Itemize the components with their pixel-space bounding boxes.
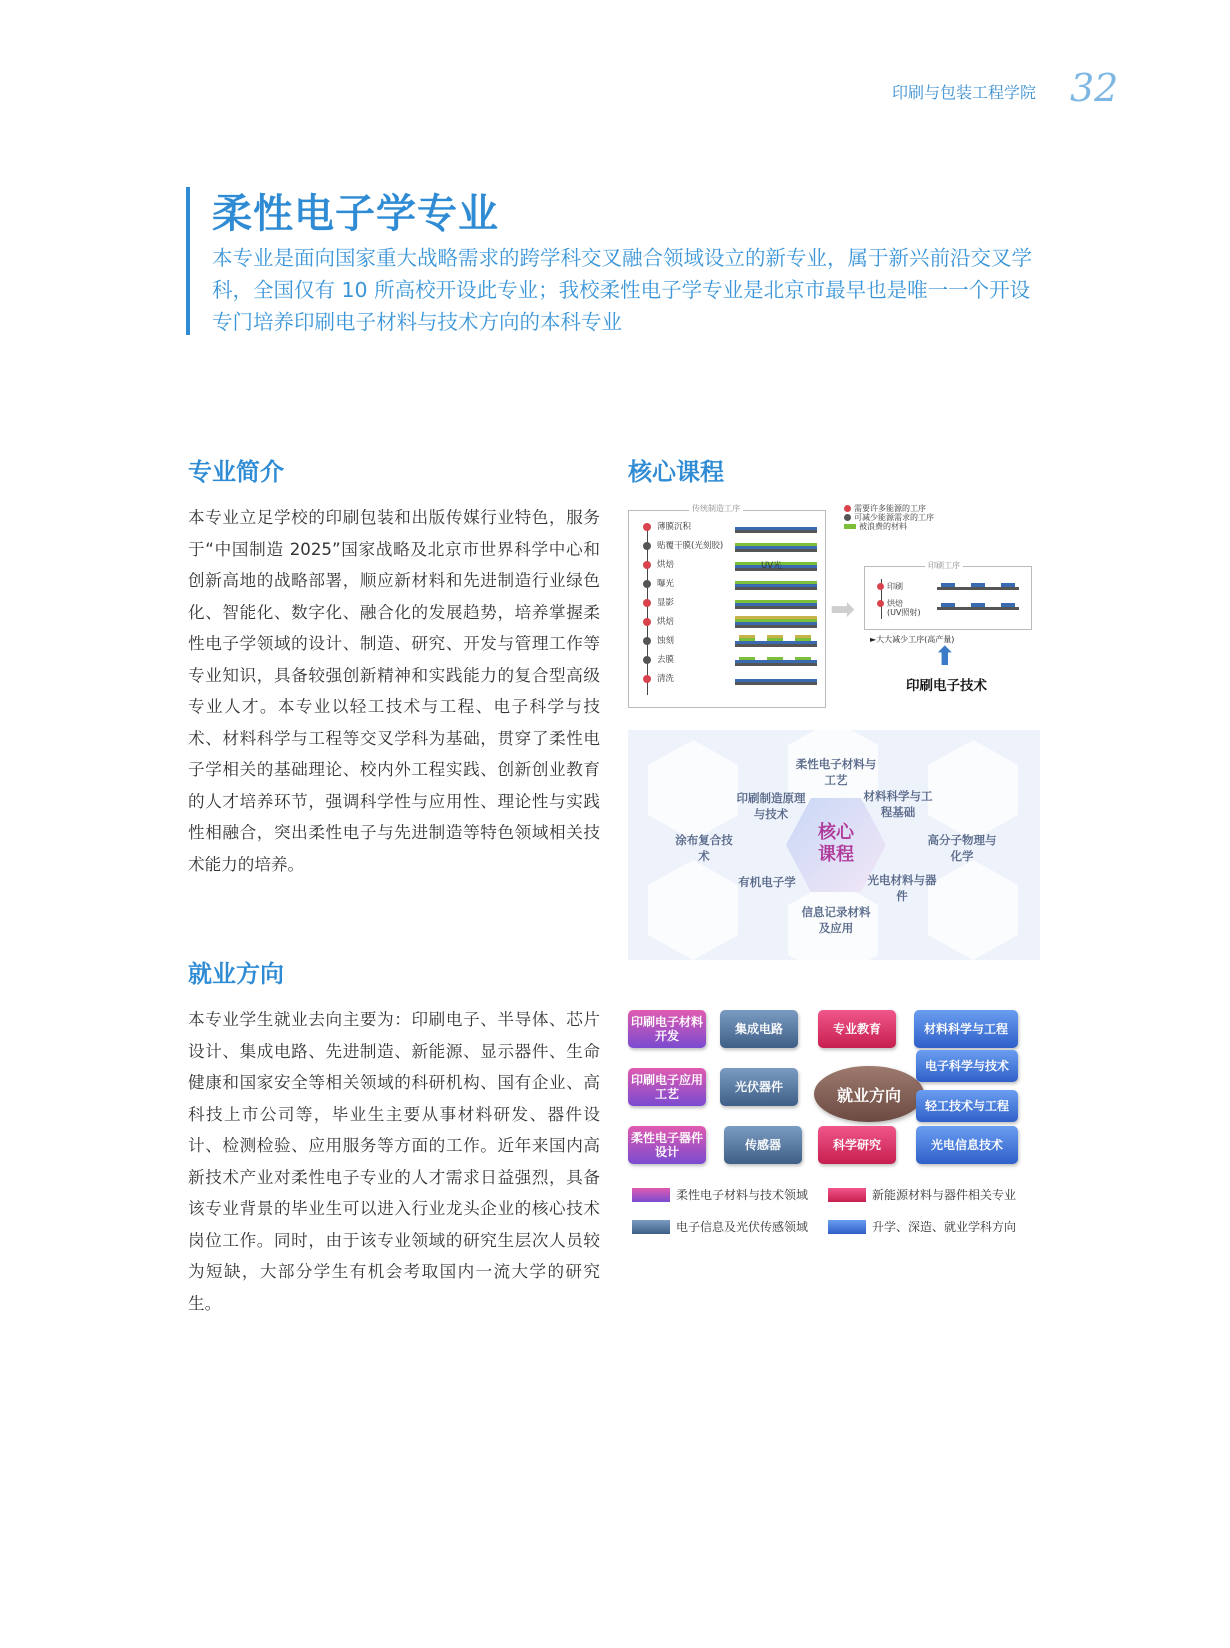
courses-heading: 核心课程: [628, 458, 724, 486]
step-dot-icon: [643, 656, 651, 664]
employment-box: 电子科学与技术: [916, 1050, 1018, 1082]
printing-process-box: [864, 561, 1032, 630]
employment-legend-item: [632, 1218, 808, 1235]
traditional-caption: 传统制造工序: [689, 503, 743, 514]
printing-step-1: 印刷: [877, 581, 903, 592]
printed-layers-graphic: [937, 579, 1019, 619]
layer-stack-graphic: [735, 540, 817, 552]
school-name: 印刷与包装工程学院: [892, 83, 1037, 102]
process-legend: [844, 504, 934, 531]
employment-box: 柔性电子器件设计: [628, 1126, 706, 1164]
process-comparison-figure: [628, 506, 1038, 706]
printed-electronics-label: 印刷电子技术: [906, 678, 987, 694]
reduce-note: ►大大减少工序(高产量): [870, 635, 955, 644]
layer-stack-graphic: [735, 521, 817, 533]
process-step: [633, 519, 823, 535]
process-step: [633, 595, 823, 611]
course-item: 涂布复合技术: [675, 833, 733, 863]
title-accent-bar: [186, 187, 190, 335]
step-label: 薄膜沉积: [657, 522, 692, 532]
green-bar-icon: [844, 524, 856, 529]
employment-box: 印刷电子应用工艺: [628, 1068, 706, 1106]
step-dot-icon: [643, 523, 651, 531]
employment-box: 光伏器件: [720, 1068, 798, 1106]
lead-paragraph: 本专业是面向国家重大战略需求的跨学科交叉融合领域设立的新专业，属于新兴前沿交叉学科，全国仅有 10 所高校开设此专业；我校柔性电子学专业是北京市最早也是唯一一个开设专门培养印刷电子材料与技术方向的本科专业: [212, 246, 1032, 334]
legend-swatch-icon: [828, 1188, 866, 1202]
process-step: [633, 538, 823, 554]
process-step: [633, 614, 823, 630]
step-label: 蚀刻: [657, 636, 675, 646]
core-label: 核心 课程: [818, 822, 854, 865]
course-item: 印刷制造原理与技术: [736, 791, 806, 821]
legend-swatch-icon: [828, 1220, 866, 1234]
step-label: 去膜: [657, 655, 675, 665]
course-item: 光电材料与器件: [867, 873, 937, 903]
course-item: 信息记录材料及应用: [801, 905, 871, 935]
gray-dot-icon: [844, 514, 851, 521]
traditional-process-box: [628, 504, 826, 708]
course-item: 柔性电子材料与工艺: [795, 757, 877, 787]
process-step: [633, 671, 823, 687]
step-label: 清洗: [657, 674, 675, 684]
step-dot-icon: [643, 542, 651, 550]
employment-box: 印刷电子材料开发: [628, 1010, 706, 1048]
hex-bg: [928, 740, 1018, 840]
layer-stack-graphic: [735, 597, 817, 609]
course-item: 高分子物理与化学: [927, 833, 997, 863]
course-item: 材料科学与工程基础: [863, 789, 933, 819]
employment-direction-figure: [628, 1010, 1040, 1260]
step-dot-icon: [643, 637, 651, 645]
employment-legend-item: [632, 1186, 808, 1203]
step-dot-icon: [643, 618, 651, 626]
red-dot-icon: [844, 505, 851, 512]
step-dot-icon: [643, 675, 651, 683]
employment-box: 轻工技术与工程: [916, 1090, 1018, 1122]
step-label: 贴覆干膜(光刻胶): [657, 541, 724, 551]
process-step: [633, 652, 823, 668]
right-arrow-icon: ➡: [830, 592, 856, 627]
employment-box: 光电信息技术: [916, 1126, 1018, 1164]
employment-center: 就业方向: [814, 1066, 924, 1122]
printing-caption: 印刷工序: [925, 560, 963, 571]
career-text: 本专业学生就业去向主要为：印刷电子、半导体、芯片设计、集成电路、先进制造、新能源、显示器件、生命健康和国家安全等相关领域的科研机构、国有企业、高科技上市公司等，毕业生主要从事材料研发、器件设计、检测检验、应用服务等方面的工作。近年来国内高新技术产业对柔性电子专业的人才需求日益强烈，具备该专业背景的毕业生可以进入行业龙头企业的核心技术岗位工作。同时，由于该专业领域的研究生层次人员较为短缺，大部分学生有机会考取国内一流大学的研究生。: [188, 1010, 600, 1313]
legend-energy: 需要许多能源的工序: [844, 504, 934, 513]
step-label: 曝光: [657, 579, 675, 589]
page-number: 32: [1070, 66, 1119, 110]
hex-bg: [648, 860, 738, 960]
legend-label: 升学、深造、就业学科方向: [872, 1220, 1017, 1234]
step-dot-icon: [643, 561, 651, 569]
layer-stack-graphic: [735, 673, 817, 685]
step-label: 烘焙: [657, 617, 675, 627]
employment-box: 科学研究: [818, 1126, 896, 1164]
legend-label: 柔性电子材料与技术领域: [676, 1188, 809, 1202]
legend-swatch-icon: [632, 1188, 670, 1202]
layer-stack-graphic: [735, 654, 817, 666]
process-step: [633, 576, 823, 592]
printing-step-2: 烘焙 (UV照射): [877, 599, 921, 617]
step-dot-icon: [643, 599, 651, 607]
employment-legend-item: [828, 1218, 1016, 1235]
career-heading: 就业方向: [188, 960, 284, 988]
legend-label: 新能源材料与器件相关专业: [872, 1188, 1017, 1202]
step-label: 显影: [657, 598, 675, 608]
legend-waste: 被浪费的材料: [844, 522, 934, 531]
layer-stack-graphic: [735, 578, 817, 590]
intro-text: 本专业立足学校的印刷包装和出版传媒行业特色，服务于“中国制造 2025”国家战略及北京市世界科学中心和创新高地的战略部署，顺应新材料和先进制造行业绿色化、智能化、数字化、融合化的发展趋势，培养掌握柔性电子学领域的设计、制造、研究、开发与管理工作等专业知识，具备较强创新精神和实践能力的复合型高级专业人才。本专业以轻工技术与工程、电子科学与技术、材料科学与工程等交叉学科为基础，贯穿了柔性电子学相关的基础理论、校内外工程实践、创新创业教育的人才培养环节，强调科学性与应用性、理论性与实践性相融合，突出柔性电子与先进制造等特色领域相关技术能力的培养。: [188, 508, 600, 874]
employment-box: 专业教育: [818, 1010, 896, 1048]
up-arrow-icon: ⬆: [934, 642, 956, 672]
intro-heading: 专业简介: [188, 458, 284, 486]
employment-box: 传感器: [724, 1126, 802, 1164]
employment-box: 材料科学与工程: [914, 1010, 1018, 1048]
process-step: [633, 633, 823, 649]
employment-box: 集成电路: [720, 1010, 798, 1048]
legend-reduced: 可减少能源需求的工序: [844, 513, 934, 522]
legend-label: 电子信息及光伏传感领域: [676, 1220, 809, 1234]
page-title: 柔性电子学专业: [212, 191, 499, 237]
core-courses-hex-figure: [628, 730, 1040, 960]
hex-bg: [928, 860, 1018, 960]
step-label: 烘焙: [657, 560, 675, 570]
employment-legend-item: [828, 1186, 1016, 1203]
hex-bg: [648, 740, 738, 840]
step-dot-icon: [643, 580, 651, 588]
layer-stack-graphic: [735, 616, 817, 628]
course-item: 有机电子学: [738, 875, 796, 889]
uv-label: UV光: [761, 561, 782, 571]
legend-swatch-icon: [632, 1220, 670, 1234]
process-step: [633, 557, 823, 573]
layer-stack-graphic: [735, 635, 817, 647]
